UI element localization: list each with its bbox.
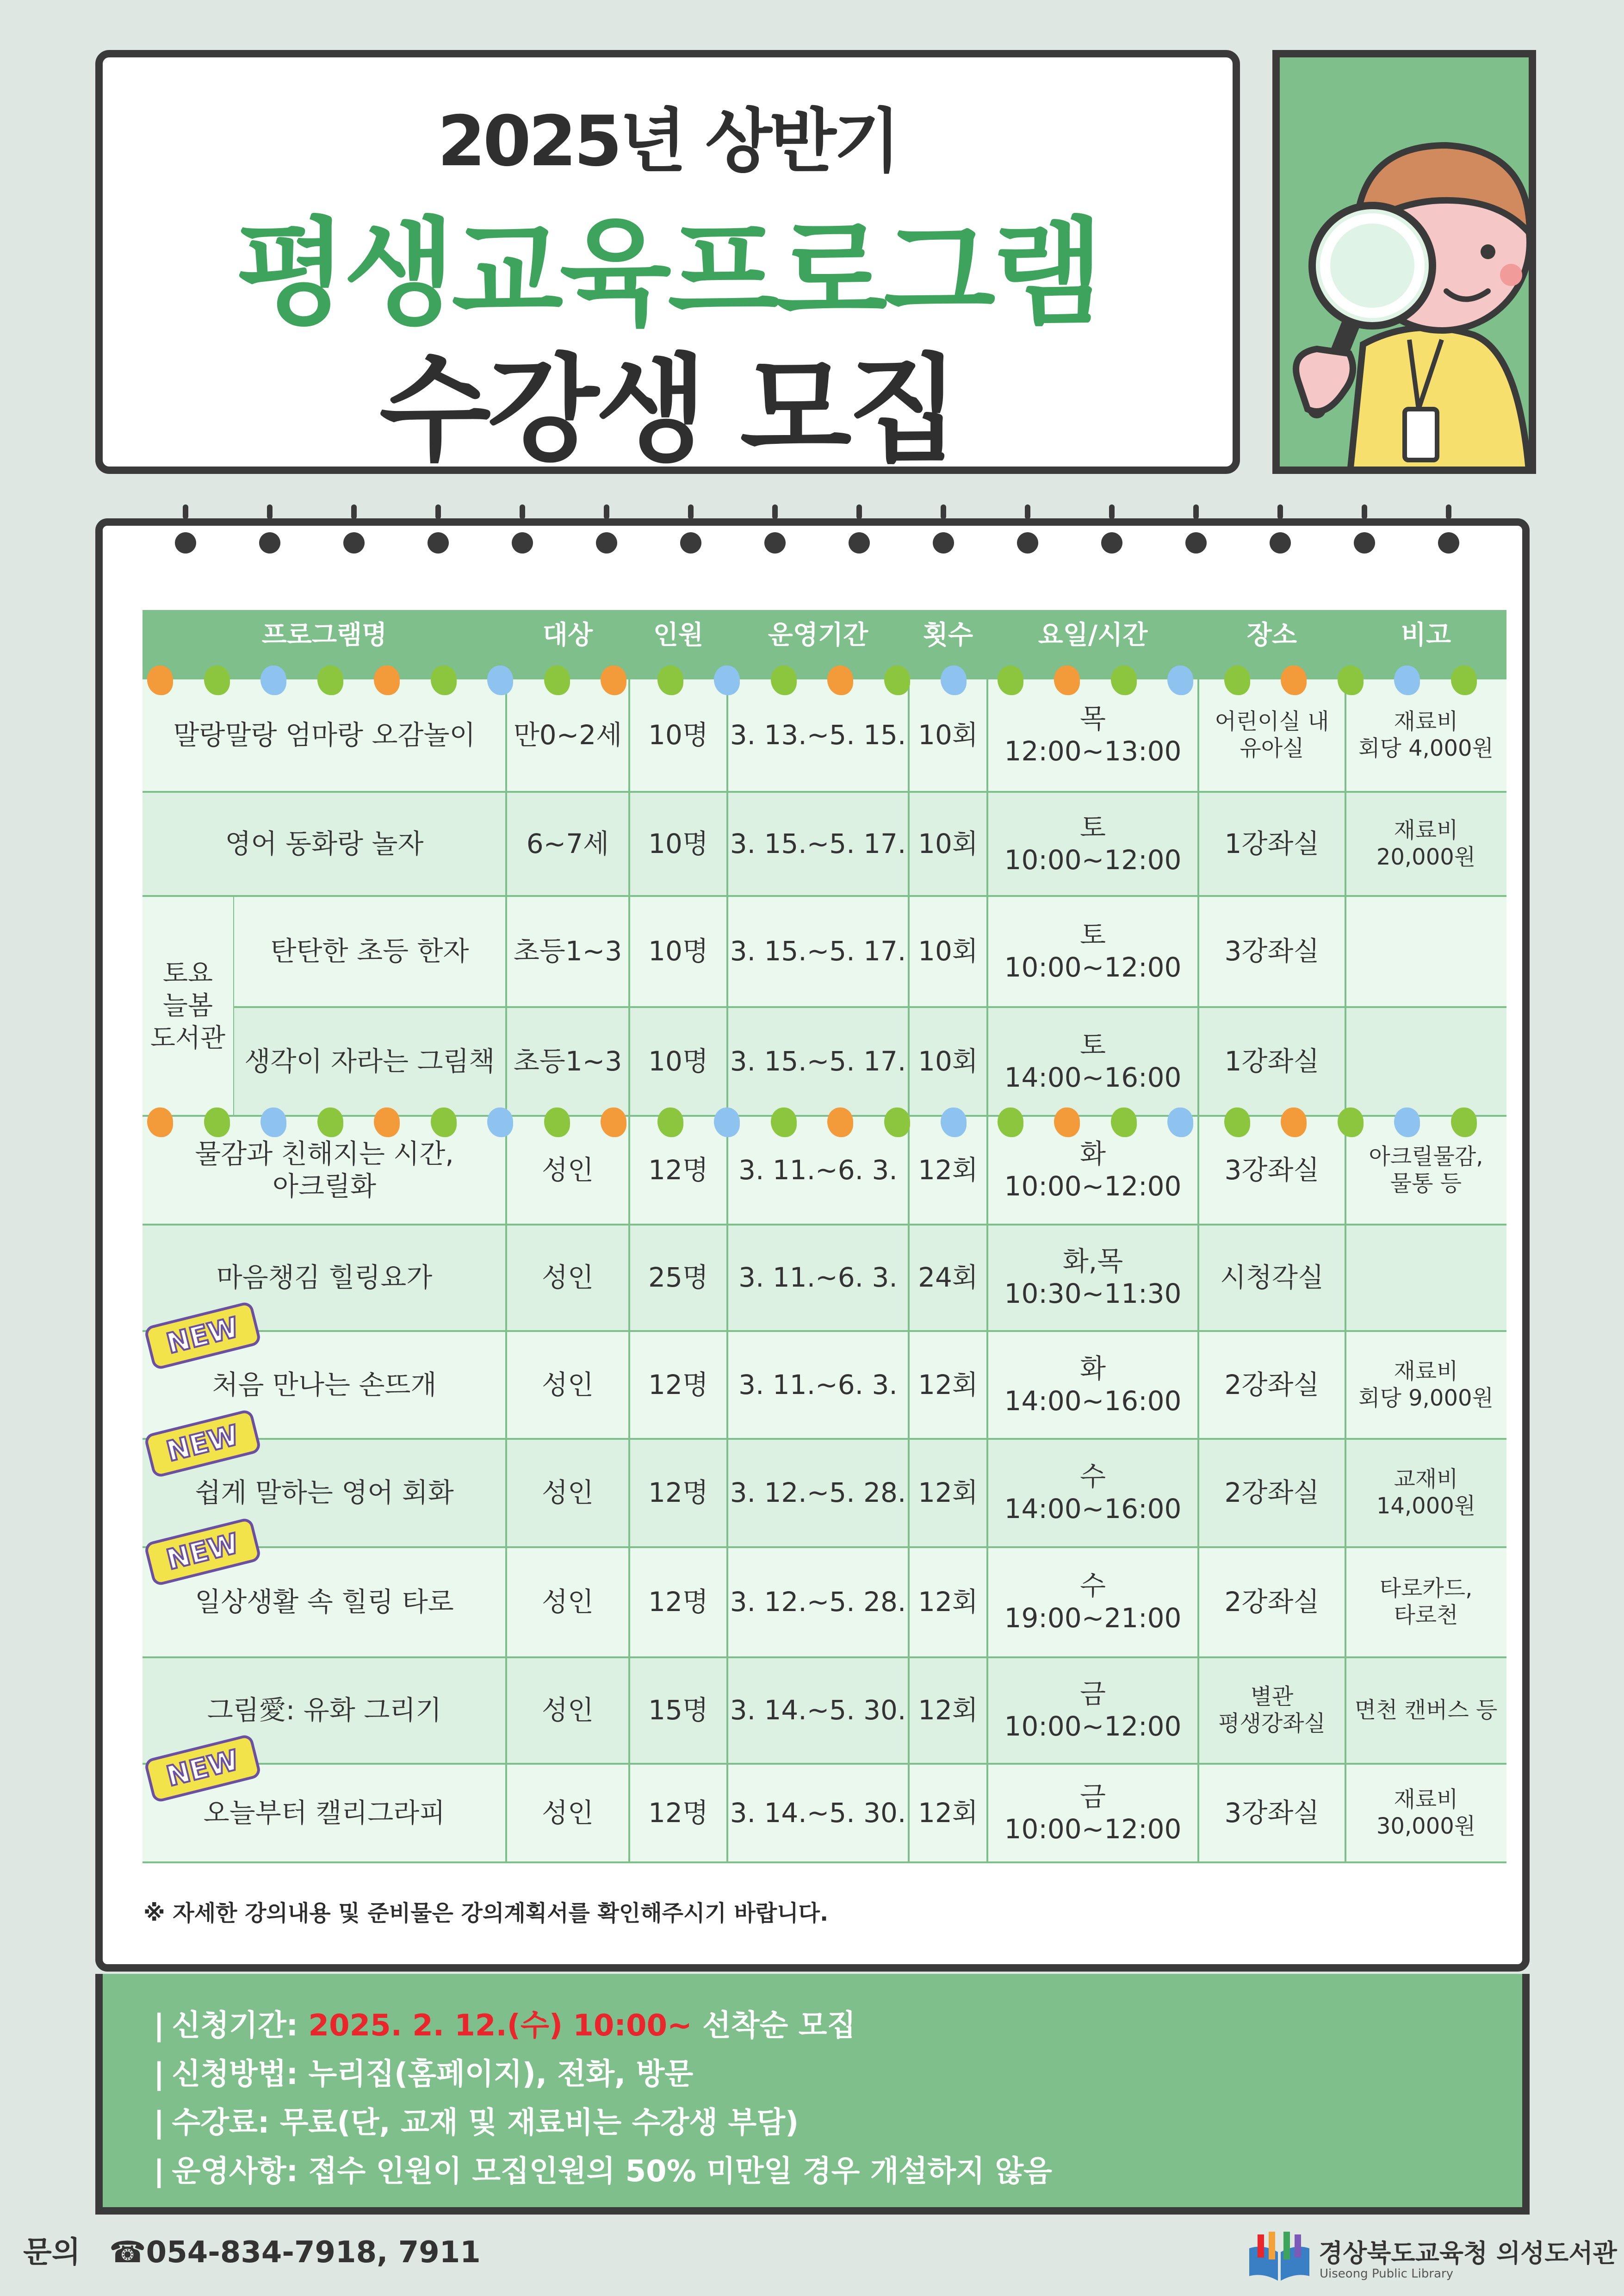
leaf-decoration (1394, 666, 1420, 695)
binder-hole (1017, 532, 1038, 554)
cell-name: 쉽게 말하는 영어 회화 (195, 1477, 454, 1509)
cell-place: 1강좌실 (1224, 1045, 1320, 1077)
leaf-decoration (260, 666, 286, 695)
binder-hole (764, 532, 786, 554)
column-divider (628, 1548, 630, 1656)
title-card (95, 50, 1240, 477)
column-header: 대상 (542, 620, 593, 650)
cell-note: 교재비 14,000원 (1376, 1466, 1476, 1519)
column-header: 요일/시간 (1038, 620, 1148, 650)
column-divider (1345, 1765, 1346, 1861)
cell-note: 재료비 회당 9,000원 (1358, 1358, 1494, 1411)
column-divider (628, 1658, 630, 1763)
column-divider (726, 1548, 728, 1656)
cell-count: 25명 (648, 1262, 708, 1294)
column-divider (628, 897, 630, 1006)
table-row (143, 1765, 1506, 1863)
leaf-decoration (827, 1108, 853, 1137)
column-divider (1345, 1332, 1346, 1438)
cell-sessions: 12회 (918, 1369, 978, 1400)
cell-sessions: 10회 (918, 1045, 978, 1077)
binder-ring (772, 504, 778, 519)
binder-ring (604, 504, 609, 519)
cell-sessions: 10회 (918, 935, 978, 967)
cell-time: 목 12:00~13:00 (1004, 703, 1182, 767)
cell-note: 재료비 20,000원 (1376, 817, 1476, 870)
new-badge-label: NEW (163, 1744, 242, 1793)
column-divider (628, 1332, 630, 1438)
column-divider (726, 1226, 728, 1330)
cell-target: 초등1~3 (513, 935, 622, 967)
binder-hole (175, 532, 196, 554)
column-divider (1197, 897, 1199, 1006)
binder-ring (688, 504, 694, 519)
cell-time: 토 10:00~12:00 (1004, 811, 1182, 876)
contact-label: 문의 (23, 2235, 81, 2270)
cell-note (1345, 897, 1506, 1006)
column-divider (908, 793, 910, 895)
cell-target: 성인 (541, 1694, 594, 1726)
leaf-decoration (1451, 666, 1477, 695)
cell-target: 6~7세 (526, 828, 609, 859)
cell-count: 10명 (648, 935, 708, 967)
magnifier-character-icon (1280, 57, 1536, 474)
column-divider (505, 1440, 507, 1546)
cell-count: 12명 (648, 1369, 708, 1400)
cell-note: 면천 캔버스 등 (1354, 1697, 1498, 1724)
column-divider (1197, 1008, 1199, 1115)
table-row (143, 1332, 1506, 1440)
cell-place: 별관 평생강좌실 (1218, 1684, 1326, 1736)
column-divider (908, 1008, 910, 1115)
cell-sessions: 12회 (918, 1586, 978, 1618)
column-divider (1345, 1658, 1346, 1763)
column-divider (505, 897, 507, 1006)
cell-period: 3. 12.~5. 28. (730, 1477, 906, 1509)
column-divider (628, 793, 630, 895)
title-recruit: 수강생 모집 (379, 342, 956, 477)
column-divider (1197, 1332, 1199, 1438)
column-divider (1197, 1765, 1199, 1861)
cell-target: 성인 (541, 1586, 594, 1618)
cell-period: 3. 13.~5. 15. (730, 719, 906, 751)
cell-place: 3강좌실 (1224, 1797, 1320, 1829)
column-divider (505, 1226, 507, 1330)
column-divider (908, 897, 910, 1006)
column-divider (908, 1117, 910, 1224)
column-divider (908, 1440, 910, 1546)
column-divider (726, 679, 728, 791)
cell-name: 물감과 친해지는 시간, 아크릴화 (195, 1138, 454, 1202)
column-divider (505, 1548, 507, 1656)
table-row (143, 1658, 1506, 1765)
binder-hole (1354, 532, 1375, 554)
column-divider (1345, 897, 1346, 1006)
cell-period: 3. 14.~5. 30. (730, 1694, 906, 1726)
column-divider (1345, 1008, 1346, 1115)
info-box (95, 1974, 1530, 2215)
cell-note: 재료비 회당 4,000원 (1358, 708, 1494, 761)
table-row (143, 793, 1506, 897)
column-divider (986, 679, 988, 791)
column-divider (726, 1008, 728, 1115)
binder-hole (1185, 532, 1207, 554)
title-year: 2025년 상반기 (437, 101, 898, 182)
table-row (143, 1008, 1506, 1117)
cell-count: 12명 (648, 1586, 708, 1618)
leaf-decoration (1167, 666, 1193, 695)
cell-time: 수 14:00~16:00 (1004, 1461, 1182, 1524)
cell-period: 3. 15.~5. 17. (730, 828, 906, 859)
binder-hole (933, 532, 954, 554)
leaf-decoration (317, 666, 343, 695)
cell-count: 12명 (648, 1477, 708, 1509)
cell-target: 성인 (541, 1262, 594, 1294)
new-badge-label: NEW (163, 1527, 242, 1577)
column-divider (986, 1226, 988, 1330)
column-divider (986, 1548, 988, 1656)
cell-count: 12명 (648, 1154, 708, 1186)
binder-hole (428, 532, 449, 554)
table-row (143, 897, 1506, 1008)
column-divider (986, 897, 988, 1006)
column-divider (726, 1658, 728, 1763)
leaf-decoration (1338, 1108, 1364, 1137)
column-divider (628, 1117, 630, 1224)
column-divider (908, 679, 910, 791)
info-method: | 신청방법: 누리집(홈페이지), 전화, 방문 (154, 2057, 694, 2091)
cell-name: 일상생활 속 힐링 타로 (195, 1586, 454, 1618)
cell-target: 성인 (541, 1154, 594, 1186)
leaf-decoration (487, 1108, 513, 1137)
info-period: | 신청기간: 2025. 2. 12.(수) 10:00~ 선착순 모집 (154, 2009, 856, 2043)
cell-note (1345, 1226, 1506, 1330)
leaf-decoration (204, 666, 230, 695)
leaf-decoration (147, 1108, 173, 1137)
leaf-decoration (998, 1108, 1023, 1137)
cell-count: 10명 (648, 719, 708, 751)
cell-sessions: 10회 (918, 719, 978, 751)
leaf-decoration (317, 1108, 343, 1137)
cell-time: 화 10:00~12:00 (1004, 1138, 1182, 1202)
column-divider (1197, 1658, 1199, 1763)
column-divider (1345, 679, 1346, 791)
binder-ring (1193, 504, 1199, 519)
leaf-decoration (657, 1108, 683, 1137)
library-logo (1245, 2230, 1617, 2290)
cell-time: 화,목 10:30~11:30 (1004, 1245, 1182, 1309)
leaf-decoration (657, 666, 683, 695)
cell-target: 성인 (541, 1369, 594, 1400)
cell-target: 만0~2세 (513, 719, 622, 751)
info-fee: | 수강료: 무료(단, 교재 및 재료비는 수강생 부담) (154, 2106, 799, 2140)
table-row (143, 1548, 1506, 1658)
cell-place: 2강좌실 (1224, 1586, 1320, 1618)
cell-name: 생각이 자라는 그림책 (244, 1045, 495, 1077)
info-policy: | 운영사항: 접수 인원이 모집인원의 50% 미만일 경우 개설하지 않음 (154, 2154, 1053, 2189)
binder-hole (680, 532, 701, 554)
cell-period: 3. 14.~5. 30. (730, 1797, 906, 1829)
column-divider (726, 793, 728, 895)
cell-sessions: 24회 (918, 1262, 978, 1294)
column-divider (1345, 1226, 1346, 1330)
leaf-decoration (601, 1108, 626, 1137)
cell-note: 타로카드, 타로천 (1379, 1575, 1473, 1628)
leaf-decoration (544, 666, 570, 695)
binder-ring (183, 504, 188, 519)
binder-hole (259, 532, 280, 554)
title-program: 평생교육프로그램 (236, 206, 1100, 341)
cell-place: 시청각실 (1220, 1262, 1324, 1294)
column-divider (1197, 1226, 1199, 1330)
org-name-en: Uiseong Public Library (1320, 2267, 1454, 2281)
leaf-decoration (601, 666, 626, 695)
column-divider (908, 1332, 910, 1438)
library-logo-icon (1245, 2230, 1314, 2285)
column-header: 프로그램명 (261, 620, 387, 650)
column-header: 횟수 (923, 620, 973, 650)
cell-time: 금 10:00~12:00 (1004, 1780, 1182, 1845)
column-divider (986, 1008, 988, 1115)
leaf-decoration (1111, 1108, 1137, 1137)
phone-number[interactable]: 054-834-7918, 7911 (146, 2235, 481, 2270)
cell-sessions: 12회 (918, 1477, 978, 1509)
column-divider (986, 1765, 988, 1861)
contact (23, 2228, 481, 2271)
column-divider (1197, 1548, 1199, 1656)
column-divider (1345, 1440, 1346, 1546)
cell-place: 2강좌실 (1224, 1477, 1320, 1509)
leaf-decoration (431, 666, 457, 695)
column-divider (986, 1117, 988, 1224)
column-divider (505, 679, 507, 791)
column-divider (628, 1765, 630, 1861)
column-divider (1345, 793, 1346, 895)
binder-ring (856, 504, 862, 519)
binder-ring (1109, 504, 1115, 519)
leaf-decoration (1224, 1108, 1250, 1137)
leaf-decoration (1394, 1108, 1420, 1137)
column-divider (726, 1332, 728, 1438)
column-header: 장소 (1246, 620, 1297, 650)
column-divider (1197, 679, 1199, 791)
column-divider (726, 897, 728, 1006)
column-divider (505, 1332, 507, 1438)
leaf-decoration (941, 666, 967, 695)
leaf-decoration (1224, 666, 1250, 695)
leaf-decoration (374, 1108, 400, 1137)
leaf-decoration (147, 666, 173, 695)
leaf-decoration (941, 1108, 967, 1137)
binder-hole (1101, 532, 1122, 554)
cell-note: 재료비 30,000원 (1376, 1786, 1476, 1839)
leaf-decoration (544, 1108, 570, 1137)
cell-note: 아크릴물감, 물통 등 (1369, 1143, 1483, 1196)
leaf-decoration (771, 1108, 797, 1137)
cell-sessions: 12회 (918, 1694, 978, 1726)
period-highlight: 2025. 2. 12.(수) 10:00~ (308, 2009, 692, 2043)
column-divider (505, 1008, 507, 1115)
new-badge-label: NEW (163, 1311, 242, 1361)
column-divider (986, 793, 988, 895)
column-divider (505, 1765, 507, 1861)
footnote: ※ 자세한 강의내용 및 준비물은 강의계획서를 확인해주시기 바랍니다. (143, 1900, 829, 1926)
cell-sessions: 12회 (918, 1797, 978, 1829)
binder-ring (1025, 504, 1030, 519)
column-divider (505, 1658, 507, 1763)
column-header: 인원 (653, 620, 704, 650)
binder-hole (512, 532, 533, 554)
binder-hole (1270, 532, 1291, 554)
table-row (143, 679, 1506, 793)
leaf-decoration (1281, 666, 1307, 695)
leaf-decoration (771, 666, 797, 695)
new-badge-label: NEW (163, 1419, 242, 1468)
binder-ring (1277, 504, 1283, 519)
cell-place: 1강좌실 (1224, 828, 1320, 859)
cell-period: 3. 15.~5. 17. (730, 1045, 906, 1077)
column-divider (505, 793, 507, 895)
binder-ring (435, 504, 441, 519)
leaf-decoration (714, 1108, 740, 1137)
cell-count: 10명 (648, 828, 708, 859)
leaf-decoration (260, 1108, 286, 1137)
cell-place: 어린이실 내 유아실 (1215, 708, 1329, 761)
column-divider (1197, 793, 1199, 895)
cell-period: 3. 11.~6. 3. (738, 1154, 898, 1186)
cell-name: 처음 만나는 손뜨개 (212, 1369, 437, 1400)
leaf-decoration (1111, 666, 1137, 695)
cell-time: 수 19:00~21:00 (1004, 1570, 1182, 1634)
leaf-decoration (487, 666, 513, 695)
group-label-saturday: 토요 늘봄 도서관 (143, 897, 233, 1117)
cell-count: 10명 (648, 1045, 708, 1077)
column-divider (628, 1226, 630, 1330)
column-divider (908, 1658, 910, 1763)
leaf-decoration (374, 666, 400, 695)
column-divider (628, 1008, 630, 1115)
binder-hole (849, 532, 870, 554)
column-divider (986, 1332, 988, 1438)
cell-count: 12명 (648, 1797, 708, 1829)
leaf-decoration (884, 666, 910, 695)
cell-sessions: 10회 (918, 828, 978, 859)
cell-name: 탄탄한 초등 한자 (270, 935, 469, 967)
binder-ring (1446, 504, 1451, 519)
column-divider (1197, 1440, 1199, 1546)
phone-icon: ☎ (109, 2235, 146, 2270)
column-divider (628, 679, 630, 791)
leaf-decoration (204, 1108, 230, 1137)
cell-sessions: 12회 (918, 1154, 978, 1186)
column-divider (726, 1440, 728, 1546)
binder-hole (343, 532, 365, 554)
leaf-decoration (827, 666, 853, 695)
cell-name: 마음챙김 힐링요가 (216, 1262, 433, 1294)
column-header: 운영기간 (768, 620, 868, 650)
column-divider (628, 1440, 630, 1546)
cell-target: 초등1~3 (513, 1045, 622, 1077)
table-row (143, 1226, 1506, 1332)
column-divider (986, 1658, 988, 1763)
cell-name: 그림愛: 유화 그리기 (207, 1694, 442, 1726)
column-divider (1345, 1548, 1346, 1656)
column-divider (908, 1765, 910, 1861)
cell-time: 토 14:00~16:00 (1004, 1029, 1182, 1093)
cell-count: 15명 (648, 1694, 708, 1726)
cell-name: 오늘부터 캘리그라피 (203, 1797, 446, 1829)
cell-target: 성인 (541, 1477, 594, 1509)
leaf-decoration (714, 666, 740, 695)
binder-hole (1438, 532, 1459, 554)
column-divider (1197, 1117, 1199, 1224)
leaf-decoration (1167, 1108, 1193, 1137)
table-row (143, 1440, 1506, 1548)
leaf-decoration (1054, 1108, 1080, 1137)
cell-note (1345, 1008, 1506, 1115)
cell-period: 3. 12.~5. 28. (730, 1586, 906, 1618)
cell-time: 토 10:00~12:00 (1004, 919, 1182, 983)
binder-ring (267, 504, 273, 519)
leaf-decoration (998, 666, 1023, 695)
cell-target: 성인 (541, 1797, 594, 1829)
cell-place: 3강좌실 (1224, 935, 1320, 967)
leaf-decoration (1338, 666, 1364, 695)
column-divider (986, 1440, 988, 1546)
character-illustration (1272, 50, 1536, 474)
cell-period: 3. 11.~6. 3. (738, 1369, 898, 1400)
cell-period: 3. 11.~6. 3. (738, 1262, 898, 1294)
leaf-decoration (884, 1108, 910, 1137)
column-divider (908, 1548, 910, 1656)
column-header: 비고 (1401, 620, 1451, 650)
leaf-decoration (431, 1108, 457, 1137)
column-divider (908, 1226, 910, 1330)
leaf-decoration (1281, 1108, 1307, 1137)
cell-place: 3강좌실 (1224, 1154, 1320, 1186)
binder-ring (1362, 504, 1367, 519)
cell-name: 영어 동화랑 놀자 (225, 828, 424, 859)
leaf-decoration (1451, 1108, 1477, 1137)
leaf-decoration (1054, 666, 1080, 695)
binder-ring (941, 504, 946, 519)
org-name: 경상북도교육청 의성도서관 (1319, 2239, 1617, 2268)
cell-period: 3. 15.~5. 17. (730, 935, 906, 967)
cell-time: 금 10:00~12:00 (1004, 1678, 1182, 1742)
binder-ring (520, 504, 525, 519)
cell-place: 2강좌실 (1224, 1369, 1320, 1400)
binder-ring (351, 504, 357, 519)
cell-time: 화 14:00~16:00 (1004, 1352, 1182, 1417)
column-divider (726, 1765, 728, 1861)
cell-name: 말랑말랑 엄마랑 오감놀이 (173, 719, 476, 751)
binder-hole (596, 532, 617, 554)
